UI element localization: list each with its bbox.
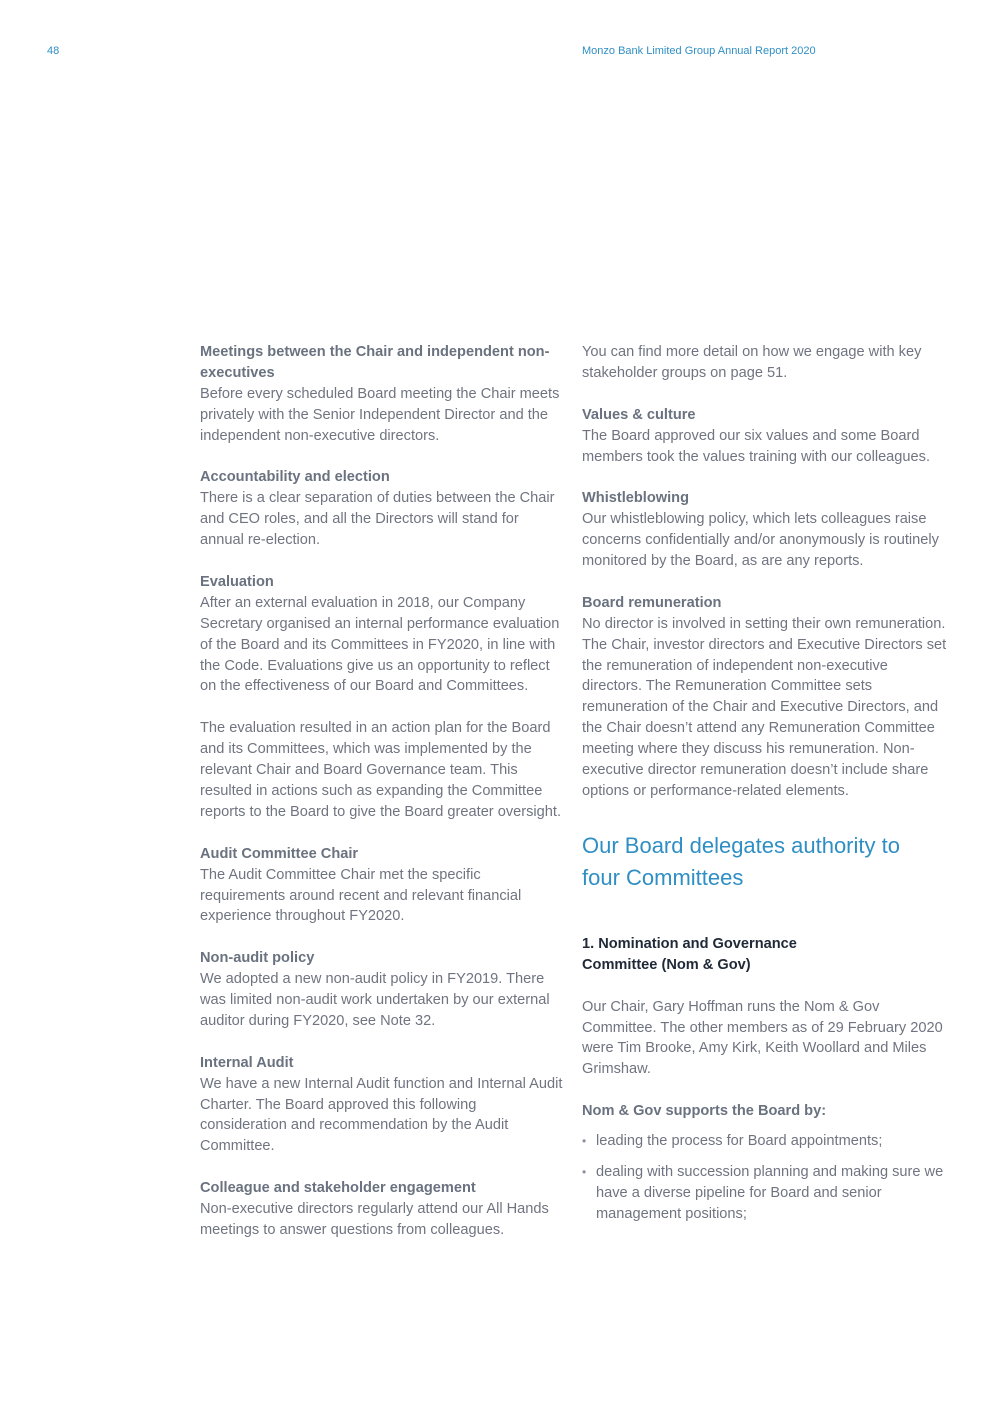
- right-column: [582, 342, 947, 1235]
- list-item: [582, 1131, 947, 1152]
- list-item-text: leading the process for Board appointments;: [596, 1133, 883, 1150]
- bullet-list: [582, 1131, 947, 1225]
- section-paragraph: The Audit Committee Chair met the specific requirements around recent and relevant financial experience throughout FY2020.: [200, 866, 522, 925]
- section-board-remuneration: [582, 593, 947, 802]
- section-heading: Evaluation: [200, 573, 274, 590]
- section-internal-audit: [200, 1053, 564, 1158]
- section-paragraph: You can find more detail on how we engage with key stakeholder groups on page 51.: [582, 344, 922, 381]
- section-evaluation: [200, 572, 564, 823]
- section-whistleblowing: [582, 488, 947, 572]
- section-paragraph: Our whistleblowing policy, which lets colleagues raise concerns confidentially and/or anonymously is routinely monitored by the Board, as are any reports.: [582, 511, 939, 570]
- list-item-text: dealing with succession planning and making sure we have a diverse pipeline for Board and senior management positions;: [596, 1163, 944, 1222]
- section-heading: Non-audit policy: [200, 950, 315, 967]
- section-paragraph: The evaluation resulted in an action plan for the Board and its Committees, which was implemented by the relevant Chair and Board Governance team. This resulted in actions such as expanding the Committee reports to the Board to give the Board greater oversight.: [200, 720, 561, 820]
- section-heading: Accountability and election: [200, 469, 390, 486]
- section-paragraph: There is a clear separation of duties between the Chair and CEO roles, and all the Directors will stand for annual re-election.: [200, 490, 555, 549]
- section-values-culture: [582, 405, 947, 468]
- section-committee-members: [582, 997, 947, 1081]
- supports-heading: Nom & Gov supports the Board by:: [582, 1103, 827, 1120]
- section-paragraph: After an external evaluation in 2018, our Company Secretary organised an internal performance evaluation of the Board and its Committees in FY2020, in line with the Code. Evaluations give us an opportunity to reflect on the effectiveness of our Board and Committees.: [200, 594, 560, 695]
- section-stakeholder-intro: [582, 342, 947, 384]
- bullet-icon: •: [582, 1134, 587, 1149]
- section-paragraph: We adopted a new non-audit policy in FY2019. There was limited non-audit work undertaken by our external auditor during FY2020, see Note 32.: [200, 971, 550, 1029]
- section-non-audit-policy: [200, 948, 564, 1032]
- section-heading: Whistleblowing: [582, 490, 690, 507]
- section-heading: Board remuneration: [582, 594, 722, 611]
- bullet-icon: •: [582, 1164, 587, 1179]
- section-heading: Values & culture: [582, 406, 696, 423]
- committee-heading: 1. Nomination and Governance Committee (Nom & Gov): [582, 935, 797, 973]
- list-item: [582, 1162, 947, 1225]
- section-paragraph: We have a new Internal Audit function and Internal Audit Charter. The Board approved this following consideration and recommendation by the Audit Committee.: [200, 1075, 563, 1155]
- section-paragraph: No director is involved in setting their own remuneration. The Chair, investor directors and Executive Directors set the remuneration of independent non-executive directors. The Remuneration Committee sets remuneration of the Chair and Executive Directors, and the Chair doesn’t attend any Remuneration Committee meeting where they discuss his remuneration. Non-executive director remuneration doesn’t include share options or performance-related elements.: [582, 615, 947, 799]
- section-audit-committee-chair: [200, 844, 564, 928]
- section-heading: Internal Audit: [200, 1054, 294, 1071]
- section-chair-meetings: [200, 342, 564, 447]
- section-paragraph: Our Chair, Gary Hoffman runs the Nom & Gov Committee. The other members as of 29 February 2020 were Tim Brooke, Amy Kirk, Keith Woollard and Miles Grimshaw.: [582, 998, 943, 1078]
- page-number: 48: [47, 45, 60, 57]
- section-paragraph: Before every scheduled Board meeting the Chair meets privately with the Senior Independent Director and the independent non-executive directors.: [200, 385, 560, 444]
- section-stakeholder-engagement: [200, 1178, 564, 1241]
- section-heading: Colleague and stakeholder engagement: [200, 1180, 476, 1197]
- section-heading: Meetings between the Chair and independent non-executives: [200, 344, 550, 381]
- section-accountability: [200, 467, 564, 551]
- left-column: [200, 342, 564, 1262]
- delegation-heading: Our Board delegates authority to four Committees: [582, 832, 900, 890]
- section-paragraph: The Board approved our six values and some Board members took the values training with our colleagues.: [582, 427, 930, 465]
- section-heading: Audit Committee Chair: [200, 845, 359, 862]
- section-paragraph: Non-executive directors regularly attend our All Hands meetings to answer questions from colleagues.: [200, 1201, 549, 1238]
- report-title: Monzo Bank Limited Group Annual Report 2020: [582, 45, 816, 57]
